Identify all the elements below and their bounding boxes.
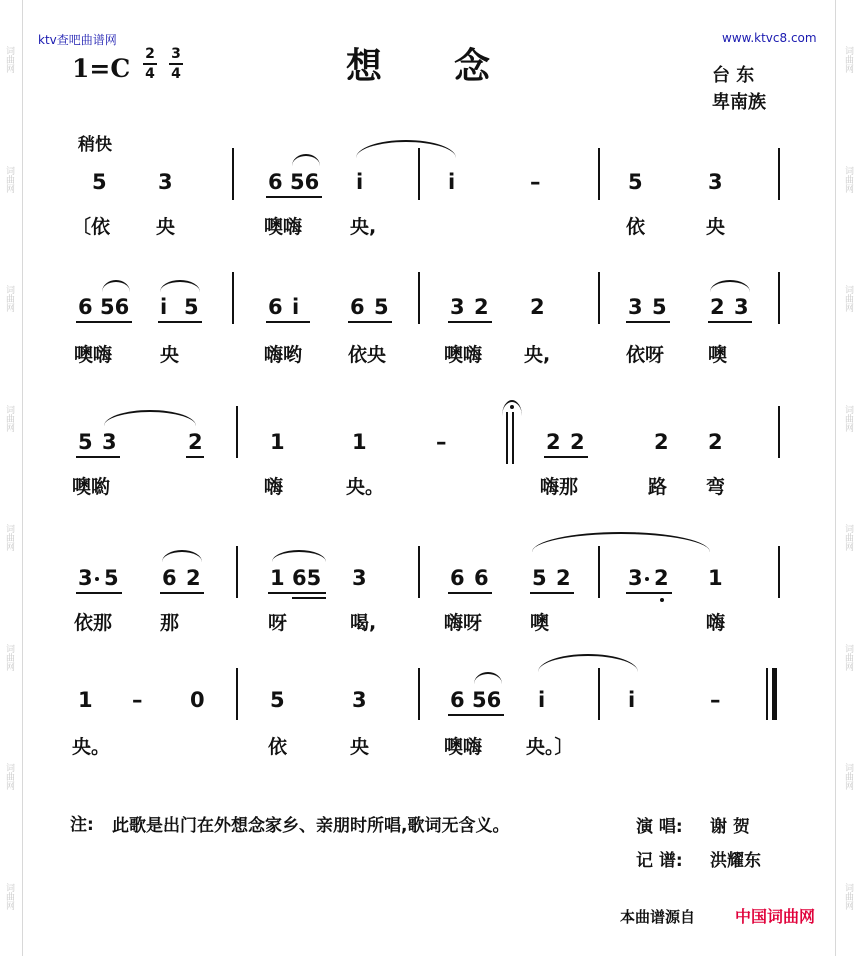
note: 2 [570,430,585,454]
lyric: 嗨 [706,612,726,634]
lyric: 央 [706,216,726,238]
note: 6 [350,295,365,319]
beam [160,592,204,594]
barline [778,406,780,458]
note: 3 [708,170,723,194]
barline [232,272,234,324]
note: 5 [104,566,119,590]
note: 5 [628,170,643,194]
page-title: 想念 [346,45,563,87]
note: 6 [268,170,283,194]
lyric: 央。 [72,736,111,758]
note: 3 [450,295,465,319]
tempo-marking: 稍快 [78,135,112,155]
final-barline-thin [766,668,768,720]
rest-dash: – [710,688,721,712]
note: 2 [186,566,201,590]
barline [598,148,600,200]
final-barline-thick [772,668,777,720]
note: 2 [710,295,725,319]
lyric: 央。 [346,476,385,498]
barline [418,272,420,324]
lyric: 嗨哟 [264,344,303,366]
note: 5 [532,566,547,590]
note: 3 [628,295,643,319]
lyric: 噢喲 [72,476,111,498]
lyric: 依呀 [626,344,665,366]
note-text: 此歌是出门在外想念家乡、亲朋时所唱,歌词无含义。 [112,816,510,836]
source-label: 本曲谱源自 [620,908,696,926]
beam [448,592,492,594]
lyric: 喝, [350,612,377,634]
lyric: 嗨 [264,476,284,498]
barline [418,148,420,200]
note: 5 [374,295,389,319]
beam [626,592,672,594]
barline [236,546,238,598]
key-signature: 1=C [72,54,131,83]
beam [186,456,204,458]
lyric: 央 [350,736,370,758]
lyric: 央, [524,344,551,366]
lyric: 依央 [348,344,387,366]
note: 3 [628,566,643,590]
note: 1 [78,688,93,712]
beam [348,321,392,323]
note: 6 [450,688,465,712]
beam [448,714,504,716]
lyric: 依那 [74,612,113,634]
lyric: 噢嗨 [444,344,483,366]
time-signature-2-4: 2 4 [142,47,158,81]
beam [268,592,326,594]
time-signature-3-4: 3 4 [168,47,184,81]
note: 6 [78,295,93,319]
beam [266,321,310,323]
note: 3 [158,170,173,194]
note: 56 [100,295,130,319]
lyric: 噢嗨 [444,736,483,758]
barline [598,546,600,598]
note: 3 [734,295,749,319]
note: 2 [556,566,571,590]
note: i [292,295,300,319]
note: 3 [78,566,93,590]
barline [778,546,780,598]
lyric: 依 [268,736,288,758]
right-side-watermark: 词曲网 词曲网 词曲网 词曲网 词曲网 词曲网 词曲网 词曲网 [843,46,853,910]
lyric: 嗨呀 [444,612,483,634]
dot [645,577,649,581]
note: 6 [162,566,177,590]
barline [506,412,508,464]
note: i [538,688,546,712]
note: 5 [184,295,199,319]
note: 65 [292,566,322,590]
lyric: 央 [160,344,180,366]
beam [76,592,122,594]
barline [232,148,234,200]
beam [158,321,202,323]
note: 1 [270,566,285,590]
beam [76,321,132,323]
source-site-link[interactable]: 中国词曲网 [735,907,816,926]
note-label: 注: [70,815,94,835]
barline [778,272,780,324]
fermata-dot [510,405,514,409]
note: 2 [708,430,723,454]
lyric: 噢嗨 [74,344,113,366]
note: 3 [352,688,367,712]
note: i [160,295,168,319]
site-watermark-left[interactable]: ktv查吧曲谱网 [38,33,117,47]
lyric: 噢 [530,612,550,634]
lyric: 〔依 [72,216,111,238]
lyric: 那 [160,612,180,634]
rest-zero: 0 [190,688,205,712]
beam [266,196,322,198]
lyric: 依 [626,216,646,238]
beam [530,592,574,594]
note: 1 [352,430,367,454]
beam-secondary [292,597,326,599]
note: 5 [78,430,93,454]
note: i [448,170,456,194]
note: 2 [654,566,669,590]
note: 56 [472,688,502,712]
note: i [356,170,364,194]
rest-dash: – [530,170,541,194]
beam [626,321,670,323]
note: 6 [268,295,283,319]
note: 5 [270,688,285,712]
lyric: 噢嗨 [264,216,303,238]
note: 2 [474,295,489,319]
rest-dash: – [436,430,447,454]
note: i [628,688,636,712]
barline [236,668,238,720]
singer-name: 谢 贺 [710,817,750,837]
note: 3 [352,566,367,590]
singer-label: 演 唱: [636,817,683,837]
lyric: 噢 [708,344,728,366]
dot [95,577,99,581]
lyric: 央。〕 [526,736,574,758]
lyric: 央, [350,216,377,238]
note: 1 [270,430,285,454]
site-watermark-right[interactable]: www.ktvc8.com [722,31,817,45]
note: 2 [654,430,669,454]
lyric: 嗨那 [540,476,579,498]
lyric: 弯 [706,476,726,498]
transcriber-name: 洪耀东 [710,851,761,871]
note: 2 [546,430,561,454]
lyric: 呀 [268,612,288,634]
beam [448,321,492,323]
note: 2 [530,295,545,319]
barline [598,668,600,720]
note: 1 [708,566,723,590]
barline [418,668,420,720]
note: 3 [102,430,117,454]
note: 6 [450,566,465,590]
note: 56 [290,170,320,194]
note: 6 [474,566,489,590]
beam [76,456,120,458]
note: 5 [652,295,667,319]
barline [512,412,514,464]
transcriber-label: 记 谱: [636,851,683,871]
rest-dash: – [132,688,143,712]
barline [778,148,780,200]
lyric: 央 [156,216,176,238]
note: 2 [188,430,203,454]
beam [708,321,752,323]
song-origin: 台 东 卑南族 [712,65,766,113]
beam [544,456,588,458]
lyric: 路 [648,476,668,498]
barline [598,272,600,324]
barline [418,546,420,598]
note: 5 [92,170,107,194]
lower-octave-dot [660,598,664,602]
left-side-watermark: 词曲网 词曲网 词曲网 词曲网 词曲网 词曲网 词曲网 词曲网 [4,46,14,910]
barline [236,406,238,458]
